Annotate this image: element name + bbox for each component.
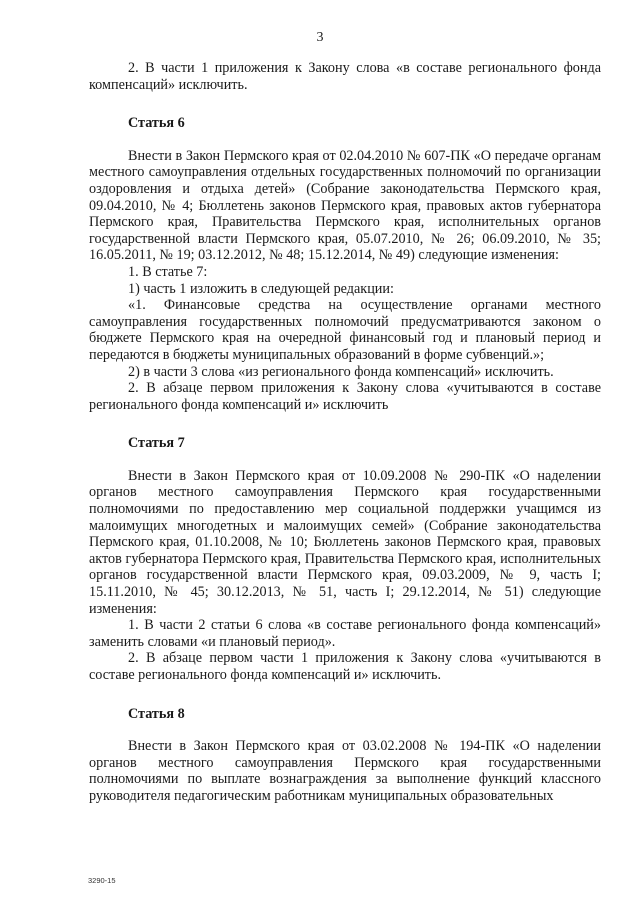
paragraph: Внести в Закон Пермского края от 10.09.2008 № 290-ПК «О наделении органов местного самоуправления Пермского края государственными полномочиями по предоставлению мер социальной поддержки учащимся из малоимущих многодетных и малоимущих семей» (Собрание законодательства Пермского края, 01.10.2008, № 10; Бюллетень законов Пермского края, правовых актов губернатора Пермского края, Правительства Пермского края, исполнительных органов государственной власти Пермского края, 09.03.2009, № 9, часть I; 15.11.2010, № 45; 30.12.2013, № 51, часть I; 29.12.2014, № 51) следующие изменения: bbox=[89, 467, 601, 617]
paragraph: 2. В абзаце первом части 1 приложения к Закону слова «учитываются в составе регионального фонда компенсаций и» исключить. bbox=[89, 650, 601, 683]
heading-article-7: Статья 7 bbox=[128, 435, 185, 452]
document-body bbox=[89, 60, 601, 805]
heading-article-6: Статья 6 bbox=[128, 115, 185, 132]
heading-article-8: Статья 8 bbox=[128, 705, 185, 722]
paragraph: Внести в Закон Пермского края от 02.04.2010 № 607-ПК «О передаче органам местного самоуправления отдельных государственных полномочий по организации оздоровления и отдыха детей» (Собрание законодательства Пермского края, 09.04.2010, № 4; Бюллетень законов Пермского края, правовых актов губернатора Пермского края, Правительства Пермского края, исполнительных органов государственной власти Пермского края, 05.07.2010, № 26; 06.09.2010, № 35; 16.05.2011, № 19; 03.12.2012, № 48; 15.12.2014, № 49) следующие изменения: bbox=[89, 147, 601, 264]
footer-code: 3290-15 bbox=[88, 876, 116, 885]
paragraph: 1. В части 2 статьи 6 слова «в составе регионального фонда компенсаций» заменить словами «и плановый период». bbox=[89, 617, 601, 650]
paragraph: 1) часть 1 изложить в следующей редакции: bbox=[128, 280, 394, 297]
paragraph: 1. В статье 7: bbox=[128, 263, 208, 280]
paragraph: 2) в части 3 слова «из регионального фонда компенсаций» исключить. bbox=[128, 363, 554, 380]
paragraph: 2. В абзаце первом приложения к Закону слова «учитываются в составе регионального фонда компенсаций и» исключить bbox=[89, 380, 601, 413]
page-number: 3 bbox=[316, 30, 324, 45]
paragraph: Внести в Закон Пермского края от 03.02.2008 № 194-ПК «О наделении органов местного самоуправления Пермского края государственными полномочиями по выплате вознаграждения за выполнение функций классного руководителя педагогическим работникам муниципальных образовательных bbox=[89, 738, 601, 804]
paragraph: «1. Финансовые средства на осуществление органами местного самоуправления государственных полномочий предусматриваются законом о бюджете Пермского края на очередной финансовый год и плановый период и передаются в бюджеты муниципальных образований в форме субвенций.»; bbox=[89, 297, 601, 363]
paragraph: 2. В части 1 приложения к Закону слова «в составе регионального фонда компенсаций» исключить. bbox=[89, 60, 601, 93]
